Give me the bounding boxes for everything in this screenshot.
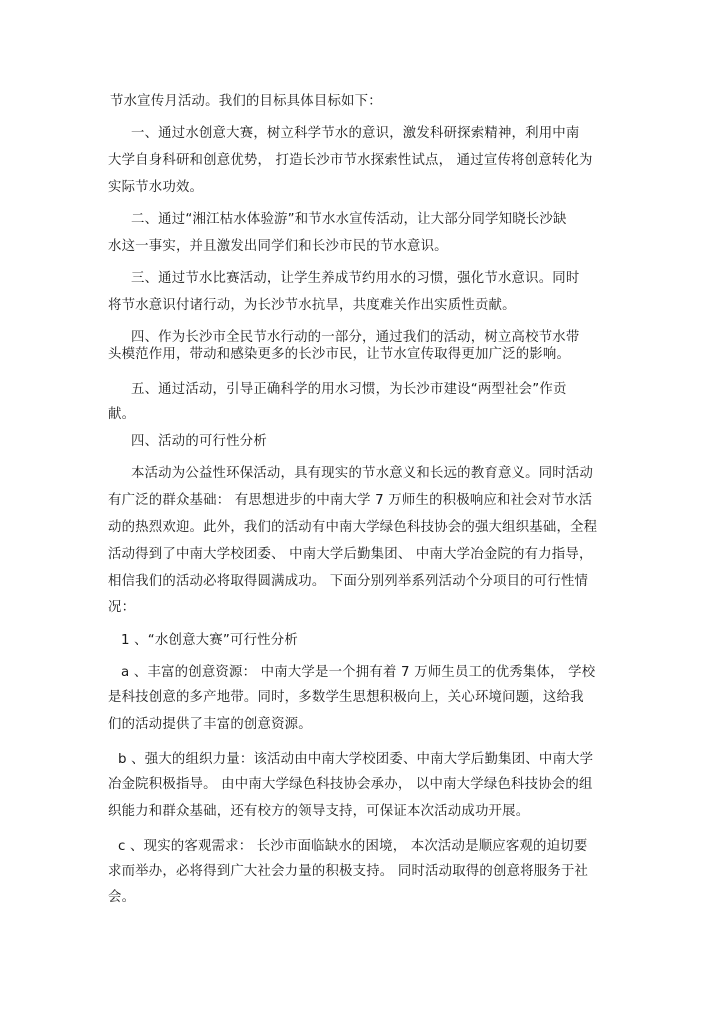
text-line: 二、通过“湘江枯水体验游”和节水水宣传活动，让大部分同学知晓长沙缺: [131, 212, 567, 227]
text-line: c 、现实的客观需求： 长沙市面临缺水的困境， 本次活动是顺应客观的迫切要: [118, 839, 588, 854]
text-line: 们的活动提供了丰富的创意资源。: [108, 717, 312, 732]
text-line: 大学自身科研和创意优势， 打造长沙市节水探索性试点， 通过宣传将创意转化为: [108, 153, 593, 168]
text-line: b 、强大的组织力量：该活动由中南大学校团委、中南大学后勤集团、中南大学: [118, 752, 594, 767]
text-line: 头模范作用，带动和感染更多的长沙市民，让节水宣传取得更加广泛的影响。: [108, 347, 571, 362]
text-line: 冶金院积极指导。 由中南大学绿色科技协会承办， 以中南大学绿色科技协会的组: [108, 777, 593, 792]
text-line: 水这一事实，并且激发出同学们和长沙市民的节水意识。: [108, 239, 448, 254]
text-line: 相信我们的活动必将取得圆满成功。 下面分别列举系列活动个分项目的可行性情: [108, 574, 589, 589]
text-line: 求而举办，必将得到广大社会力量的积极支持。 同时活动取得的创意将服务于社: [108, 864, 589, 879]
text-line: 有广泛的群众基础： 有思想进步的中南大学 7 万师生的积极响应和社会对节水活: [108, 493, 593, 508]
text-line: 是科技创意的多产地带。同时，多数学生思想积极向上，关心环境问题，这给我: [108, 690, 584, 705]
text-line: 活动得到了中南大学校团委、 中南大学后勤集团、 中南大学冶金院的有力指导，: [108, 547, 593, 562]
text-line: 织能力和群众基础，还有校方的领导支持，可保证本次活动成功开展。: [108, 804, 530, 819]
text-line: 动的热烈欢迎。此外，我们的活动有中南大学绿色科技协会的强大组织基础，全程: [108, 520, 598, 535]
text-line: 四、作为长沙市全民节水行动的一部分，通过我们的活动，树立高校节水带: [131, 330, 580, 345]
text-line: 本活动为公益性环保活动，具有现实的节水意义和长远的教育意义。同时活动: [131, 466, 594, 481]
text-line: 节水宣传月活动。我们的目标具体目标如下：: [110, 94, 382, 109]
subsection-heading: 1 、“水创意大赛”可行性分析: [121, 633, 298, 648]
text-line: 献。: [108, 407, 136, 422]
text-line: 一、通过水创意大赛，树立科学节水的意识，激发科研探索精神，利用中南: [131, 126, 580, 141]
text-line: 五、通过活动，引导正确科学的用水习惯，为长沙市建设“两型社会”作贡: [131, 382, 567, 397]
text-line: 况：: [108, 600, 136, 615]
section-heading: 四、活动的可行性分析: [131, 434, 267, 449]
text-line: 会。: [108, 890, 136, 905]
text-line: 将节水意识付诸行动，为长沙节水抗旱，共度难关作出实质性贡献。: [108, 298, 516, 313]
text-line: 三、通过节水比赛活动，让学生养成节约用水的习惯，强化节水意识。同时: [131, 271, 580, 286]
text-line: a 、丰富的创意资源： 中南大学是一个拥有着 7 万师生员工的优秀集体， 学校: [121, 665, 596, 680]
text-line: 实际节水功效。: [108, 180, 204, 195]
